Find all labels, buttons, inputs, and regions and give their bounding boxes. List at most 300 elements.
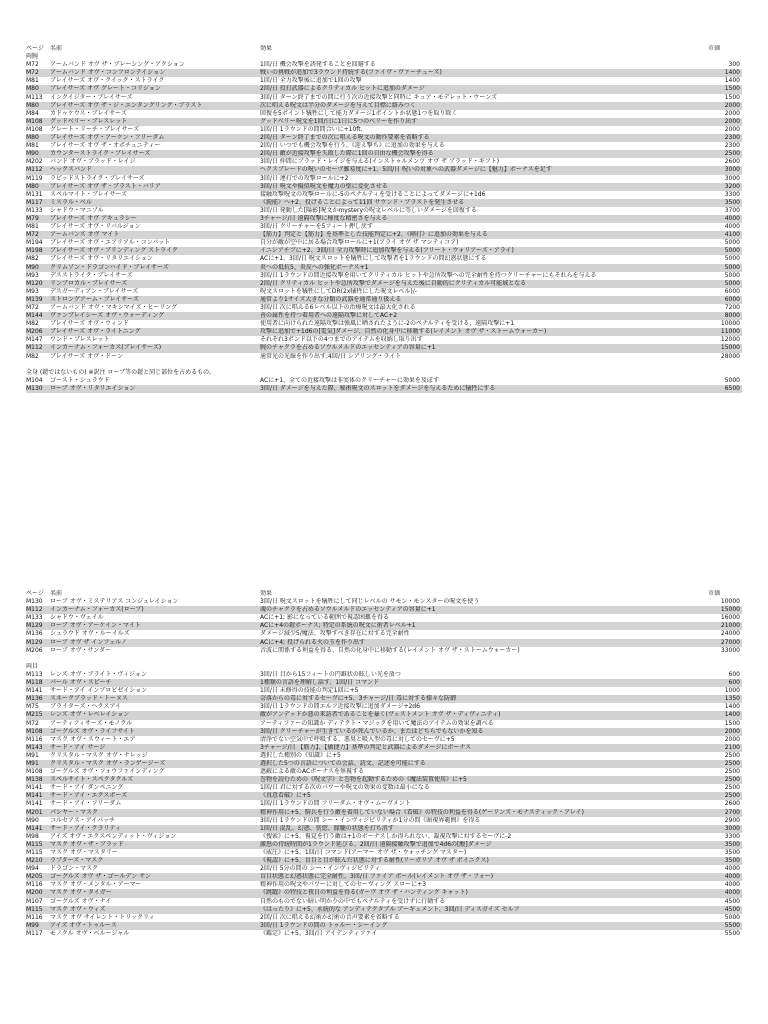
table-row [26, 166, 742, 174]
table-row [26, 671, 742, 679]
table-row [26, 687, 742, 695]
cell-price: 3500 [724, 849, 740, 856]
table-row [26, 85, 742, 93]
cell-effect: 遮蔽による敵のACボーナスを無視する [260, 768, 364, 776]
cell-price: 16000 [720, 614, 740, 622]
cell-page: M75 [26, 703, 39, 711]
table-row [26, 817, 742, 825]
cell-name: ブレイサーズ オヴ・エアリアル・コンバット [50, 239, 171, 247]
cell-price: 600 [728, 670, 740, 678]
cell-effect: 3回/日 クリーチャーを5フィート押し戻す [260, 223, 373, 231]
cell-price: 3700 [724, 206, 740, 214]
cell-name: ブレイサーズ オヴ・クイック・ストライク [50, 77, 165, 85]
cell-page: M141 [26, 800, 43, 808]
cell-price: 3200 [724, 182, 740, 190]
cell-effect: 回復を5ポイント犠牲にして能力ダメージ1ポイントか状態1つを取り除く [260, 109, 458, 117]
cell-price: 300 [728, 61, 740, 69]
cell-effect: 1種類の言語を理解し話す、1回/日 コマンド [260, 679, 380, 687]
table-row [26, 800, 742, 808]
cell-effect: 3回/日 ダメージを与えた際、秘術呪文のスロットをダメージを与えるために犠牲にする [260, 384, 496, 392]
section-title: 全身 (鎧ではないもの) ※訳注 ローブ等の鎧と同じ部位を占めるもの。 [26, 368, 215, 376]
cell-effect: 腕のチャクラを占めるソウルメルドのエッセンティアの容量に+1 [260, 344, 436, 352]
cell-price: 5000 [724, 255, 740, 263]
cell-effect: 戦いの挑戦が追加で3ラウンド持続する(ファイヴ・ヴァーチューズ) [260, 69, 442, 77]
cell-effect: ヘクスブレードの呪いのセーヴ難易度に+1、5回/日 呪いの対象への武器ダメージに【魅力】ボーナスを足す [260, 166, 552, 174]
cell-page: M136 [26, 695, 43, 703]
cell-effect: 使用者に向けられた遠隔攻撃は強風に晒されたように-2のペナルティを受ける、遠隔攻撃に+1 [260, 320, 515, 328]
table-row [26, 630, 742, 638]
table-row [26, 849, 742, 857]
table-row [26, 134, 742, 142]
cell-page: M112 [26, 166, 43, 174]
cell-price: 5000 [724, 376, 740, 384]
cell-page: M130 [26, 384, 43, 392]
table-row [26, 264, 742, 272]
table-row [26, 239, 742, 247]
cell-page: M80 [26, 182, 39, 190]
table-row [26, 304, 742, 312]
cell-effect: 炎への抵抗5、炎皮への強化ボーナス+1 [260, 263, 369, 271]
cell-effect: 敵がアンデッドか悪の来訪者であることを暴く(ヴェストメント オヴ ザ・ディヴィニティ) [260, 711, 501, 719]
cell-page: M210 [26, 857, 43, 865]
cell-price: 2100 [724, 743, 740, 751]
cell-effect: 《捜索》に+5、視覚を行う敵は+1のボーナスしか得られない、凝視攻撃に対するセーヴに-2 [260, 832, 512, 840]
cell-page: M116 [26, 881, 43, 889]
cell-name: ブレイサーズ オヴ・ブリンディング ストライク [50, 247, 178, 255]
table-row [26, 865, 742, 873]
cell-name: ゴーグルズ オヴ・フォウファインディング [50, 768, 165, 776]
cell-effect: 呪文スロットを犠牲にしてDR(2x犠牲にした呪文レベル)/- [260, 287, 417, 295]
cell-page: M202 [26, 158, 43, 166]
cell-page: M131 [26, 190, 43, 198]
cell-page: M119 [26, 174, 43, 182]
cell-name: マスク オヴ・スウィート・エア [50, 735, 136, 743]
cell-price: 2600 [724, 158, 740, 166]
table-row [26, 328, 742, 336]
cell-price: 2300 [724, 142, 740, 150]
cell-price: 27000 [720, 638, 740, 646]
cell-name: コルセアズ・アイパッチ [50, 816, 116, 824]
cell-page: M82 [26, 352, 39, 360]
cell-name: スペルマイト・ブレイサーズ [50, 190, 128, 198]
cell-page: M108 [26, 125, 43, 133]
cell-page: M81 [26, 77, 39, 85]
section-title: 両目 [26, 662, 39, 670]
cell-name: ローブ オヴ ザ インフェルノ [50, 638, 127, 646]
cell-effect: ACに+4の鎧ボーナス; 特定の系統の呪文に術者レベル+1 [260, 622, 416, 630]
cell-effect: 3回/日 1ラウンドの間の トゥルー・シーイング [260, 921, 388, 929]
table-row [26, 889, 742, 897]
cell-name: ゴースト・シュラウド [50, 376, 110, 384]
cell-name: ラピッドストライク・ブレイサーズ [50, 174, 145, 182]
cell-price: 2500 [724, 759, 740, 767]
cell-name: モノクル オヴ・ベルージャル [50, 929, 130, 937]
cell-page: M136 [26, 630, 43, 638]
cell-effect: 3回/日 呪文スロットを犠牲にして同じレベルの サモン・モンスターの呪文を使う [260, 598, 480, 606]
cell-name: ブレイサーズ オヴ ザ・ブラスト・バリア [50, 182, 161, 190]
table-row [26, 344, 742, 352]
cell-effect: 3回/日 1ラウンドの間 シー・インヴィジビリティか1分の間《暗視界範囲》を得る [260, 816, 481, 824]
cell-page: M141 [26, 792, 43, 800]
cell-page: M108 [26, 727, 43, 735]
cell-page: M115 [26, 905, 43, 913]
table-row [26, 336, 742, 344]
cell-name: カドゥケウス・ブレイサーズ [50, 109, 127, 117]
cell-name: カウンターストライク・ブレイサーズ [50, 150, 151, 158]
cell-page: M141 [26, 824, 43, 832]
table-row [26, 142, 742, 150]
cell-name: サード・アイ・クラリティ [50, 824, 121, 832]
table-row [26, 833, 742, 841]
table-row [26, 272, 742, 280]
cell-name: サード・アイ・エクスポーズ [50, 792, 128, 800]
cell-name: アームバンド オヴ・マキシマイズ・ヒーリング [50, 304, 178, 311]
table-row [26, 898, 742, 906]
cell-name: ローブ オヴ・リタリエイション [50, 384, 136, 392]
cell-effect: 1回/日 機会攻撃を誘発することを回避する [260, 61, 376, 69]
cell-page: M115 [26, 840, 43, 848]
cell-effect: 盲目状態と幻惑状態に完全耐性、3回/日 ファイア ボール(レイメント オヴ ザ・フォー) [260, 873, 494, 881]
cell-page: M198 [26, 247, 43, 255]
cell-price: 3300 [724, 190, 740, 198]
table-row [26, 639, 742, 647]
cell-effect: 善の属性を持つ着用者への遠隔攻撃に対してAC+2 [260, 312, 398, 320]
table-row [26, 760, 742, 768]
table-row [26, 102, 742, 110]
cell-page: M116 [26, 913, 43, 921]
cell-page: M201 [26, 808, 43, 816]
cell-page: M120 [26, 279, 43, 287]
cell-name: ブレイサーズ オヴ・リタリエイション [50, 255, 153, 263]
cell-price: 15000 [720, 606, 740, 614]
cell-effect: 2回/日 いつでも機会攻撃を行う、《迎え撃ち》に追加の効果を与える [260, 142, 445, 150]
cell-price: 21000 [720, 622, 740, 630]
cell-price: 7200 [724, 304, 740, 311]
cell-effect: 3回/日 ターン終了までの間に行う次の近接攻撃と同時に キュア・モデレット・ウーンズ [260, 93, 498, 101]
cell-effect: アーティファーの知識か ディテクト・マジックを用いて魔法のアイテムの効果を調べる [260, 719, 494, 727]
table-row [26, 255, 742, 263]
cell-page: M206 [26, 646, 43, 654]
cell-name: ブレイサーズ オヴ グレート・コリジョン [50, 85, 161, 93]
cell-price: 5000 [724, 913, 740, 921]
cell-price: 8000 [724, 312, 740, 320]
cell-effect: イニシアチブに+2、3回/日 全力攻撃時に追加攻撃を与える(フリート・ウォリアーズ・アライ) [260, 247, 514, 255]
cell-price: 15000 [720, 344, 740, 352]
cell-effect: 激怒の持続時間が1ラウンド延びる、2回/日 遠隔接触攻撃で追加で4d6の[酸]ダメージ [260, 840, 492, 848]
table-row [26, 110, 742, 118]
cell-price: 2500 [724, 751, 740, 759]
cell-price: 2300 [724, 134, 740, 142]
table-row [26, 175, 742, 183]
header-effect: 効果 [260, 45, 273, 52]
table-row [26, 784, 742, 792]
cell-effect: 《視認》に+5、盲目と目が眩んだ状態に対する耐性(リーガリア オヴ ザ ポイニクス) [260, 857, 489, 865]
cell-page: M93 [26, 287, 39, 295]
cell-name: マスク オヴ・マスタリー [50, 849, 118, 856]
cell-effect: 3回/日 目から15フィートの円錐状の眩しい光を放つ [260, 670, 401, 678]
table-row [26, 752, 742, 760]
cell-price: 6000 [724, 295, 740, 303]
cell-effect: ACに+1、3回/日 呪文スロットを犠牲にして攻撃者を1ラウンドの間幻惑状態にする [260, 255, 487, 263]
cell-price: 28000 [720, 352, 740, 360]
cell-name: ヘックスバンド [50, 166, 92, 174]
cell-page: M117 [26, 198, 43, 206]
cell-name: マスク オヴ・ウィズ [50, 905, 106, 913]
cell-price: 3300 [724, 832, 740, 840]
table-row [26, 873, 742, 881]
cell-effect: グッドベリー呪文を1回/日に1日に5つのベリーを作り出す [260, 117, 418, 125]
cell-price: 2500 [724, 784, 740, 792]
cell-page: M194 [26, 239, 43, 247]
cell-price: 2500 [724, 768, 740, 776]
cell-effect: 次に唱える呪文は半分のダメージを与えて目標に絡みつく [260, 101, 416, 109]
cell-price: 4500 [724, 897, 740, 905]
cell-page: M115 [26, 849, 43, 856]
table-row [26, 768, 742, 776]
cell-name: ブライターズ・ヘクスアイ [50, 703, 121, 711]
cell-name: サード・アイ ダンペニング [50, 784, 124, 792]
table-row [26, 906, 742, 914]
cell-price: 2000 [724, 125, 740, 133]
table-row [26, 247, 742, 255]
table-row [26, 207, 742, 215]
table-row [26, 914, 742, 922]
header-page: ページ [26, 590, 44, 597]
cell-name: サード・アイ サージ [50, 743, 106, 751]
cell-price: 10000 [720, 598, 740, 606]
table-row [26, 377, 742, 385]
cell-page: M141 [26, 687, 43, 695]
cell-page: M94 [26, 865, 39, 873]
cell-price: 4000 [724, 873, 740, 881]
cell-page: M129 [26, 622, 43, 630]
cell-name: アイズ オヴ・エクスペンディット・ヴィジョン [50, 832, 177, 840]
cell-effect: 《鋭能》へ+2、投げることによって11回 サウンド・ブラストを発生させる [260, 198, 465, 206]
cell-page: M90 [26, 816, 39, 824]
cell-page: M79 [26, 214, 39, 222]
cell-effect: 3回/日 1ラウンドの間エルフ近接攻撃に追加ダメージ+2d6 [260, 703, 420, 711]
cell-page: M90 [26, 150, 39, 158]
cell-page: M99 [26, 921, 39, 929]
cell-name: ラプターズ・マスク [50, 857, 104, 865]
cell-price: 6000 [724, 287, 740, 295]
cell-price: 4000 [724, 214, 740, 222]
cell-effect: 選択した種別の《知識》に+5 [260, 751, 341, 759]
cell-effect: 自分が敵が空中に居る場合攻撃ロールに+1(アライ オヴ ザ マンティコア) [260, 239, 459, 247]
cell-price: 4000 [724, 223, 740, 231]
cell-price: 2000 [724, 109, 740, 117]
cell-price: 33000 [720, 646, 740, 654]
table-row [26, 922, 742, 930]
cell-page: M80 [26, 101, 39, 109]
cell-name: アームバンズ オヴ マイト [50, 231, 120, 239]
cell-page: M143 [26, 743, 43, 751]
cell-price: 1500 [724, 719, 740, 727]
table-row [26, 720, 742, 728]
cell-effect: 3回/日 クリーチャーが生きているか死んでいるか、またはどちらでもないかを知る [260, 727, 484, 735]
cell-effect: 接触攻撃呪文の攻撃ロールに-5のペナルティを受けることによってダメージに+1d6 [260, 190, 486, 198]
cell-name: マスク オヴ サイレント・トリックリィ [50, 913, 155, 921]
header-name: 名前 [50, 45, 63, 52]
cell-name: ブレイサーズ オヴ・ウィンド [50, 320, 129, 328]
cell-price: 2000 [724, 117, 740, 125]
cell-name: インカーナム・フォーカス(ローブ) [50, 606, 144, 614]
cell-page: M215 [26, 711, 43, 719]
cell-name: シャドウ・ヴェイル [50, 614, 104, 622]
cell-price: 4000 [724, 889, 740, 897]
cell-effect: 3回/日 1ラウンドの間近接攻撃を用いてクリティカル ヒットや急所攻撃への完全耐性を持つクリーチャーにもそれらを与える [260, 271, 597, 279]
table-row [26, 199, 742, 207]
cell-page: M108 [26, 768, 43, 776]
table-row [26, 792, 742, 800]
cell-page: M133 [26, 614, 43, 622]
table-row [26, 191, 742, 199]
cell-price: 1400 [724, 711, 740, 719]
cell-name: デスストライク・ブレイサーズ [50, 271, 133, 279]
cell-page: M91 [26, 759, 39, 767]
cell-effect: 3チャージ/日 【筋力】、【敏捷力】基準の判定と武器によるダメージにボーナス [260, 743, 472, 751]
cell-effect: 通常光の光線を作り出す;4回/日 シアリング・ライト [260, 352, 402, 360]
cell-effect: 精神作用の呪文やパワーに対してのセーヴィング スローに+3 [260, 881, 427, 889]
table-row [26, 118, 742, 126]
cell-page: M113 [26, 93, 43, 101]
cell-price: 11000 [720, 328, 740, 336]
cell-page: M72 [26, 719, 39, 727]
cell-name: アーティフィサーズ・モノクル [50, 719, 133, 727]
cell-effect: 通常より1サイズ大きな分類の武器を通常通り扱える [260, 295, 402, 303]
table-row [26, 728, 742, 736]
cell-name: ヴァンブレイシーズ オヴ・ウォーディング [50, 312, 165, 320]
table-row [26, 614, 742, 622]
cell-name: ローブ オヴ・ミステリアス コンジュレイション [50, 598, 179, 606]
table-row [26, 215, 742, 223]
table-row [26, 385, 742, 393]
cell-name: ブレイサーズ オヴ アキュラシー [50, 214, 137, 222]
cell-effect: 精神作用に+5、騎兵を行う敵を着用していない場合《看破》の特技の利益を得る(ゲーリンズ・モナスティック・アレイ) [260, 808, 584, 816]
cell-page: M72 [26, 61, 39, 69]
cell-price: 1400 [724, 77, 740, 85]
cell-name: マスク オヴ・メンタル・アーマー [50, 881, 142, 889]
cell-name: ドラゴン・マスク [50, 865, 99, 873]
cell-effect: 1回/日 混乱、幻惑、恍惚、朦朧の状態を打ち消す [260, 824, 394, 832]
cell-effect: 《真意看破》に+5 [260, 792, 311, 800]
table-row [26, 69, 742, 77]
cell-page: M98 [26, 832, 39, 840]
table-row [26, 183, 742, 191]
cell-price: 3000 [724, 166, 740, 174]
table-row [26, 930, 742, 938]
table-row [26, 61, 742, 69]
cell-name: シュラウド オヴ・ルーイルズ [50, 630, 130, 638]
cell-price: 1500 [724, 85, 740, 93]
table-body [26, 598, 742, 655]
cell-effect: 3回/日 発動した[陽影]呪文かmysteryの呪文レベルに等しいダメージを回復する [260, 206, 477, 214]
header-page: ページ [26, 45, 44, 52]
cell-effect: 3回/日 仲間にブラッド・レイジを与える(インストゥルメンツ オヴ ザ ブラッド・ギフト) [260, 158, 500, 166]
cell-name: パシヤー・マスク [50, 808, 99, 816]
table-row [26, 809, 742, 817]
cell-effect: 3回/日 次に唱える6レベル以下の治療呪文は最大化される [260, 304, 416, 311]
table-row [26, 744, 742, 752]
cell-page: M144 [26, 312, 43, 320]
cell-page: M81 [26, 142, 39, 150]
cell-effect: 3チャージ/日 遠隔攻撃に極度な精密さを与える [260, 214, 388, 222]
cell-effect: 1回/日 1ラウンドの間 フリーダム・オヴ・ムーヴメント [260, 800, 411, 808]
cell-page: M133 [26, 206, 43, 214]
cell-page: M72 [26, 304, 39, 311]
cell-price: 4100 [724, 231, 740, 239]
table-row [26, 126, 742, 134]
cell-page: M112 [26, 344, 43, 352]
cell-page: M80 [26, 85, 39, 93]
table-row [26, 598, 742, 606]
cell-price: 3500 [724, 198, 740, 206]
cell-effect: ダメージ減少5/魔法、攻撃すべき存在に対する完全耐性 [260, 630, 410, 638]
cell-page: M117 [26, 929, 43, 937]
cell-page: M147 [26, 336, 43, 344]
cell-effect: 2回/日 次に唱える幻術か幻術の音声要素を省略する [260, 913, 400, 921]
table-row [26, 94, 742, 102]
cell-name: インクイジター・ブレイサーズ [50, 93, 133, 101]
cell-name: アイズ オヴ・トゥルース [50, 921, 117, 929]
cell-price: 1350 [724, 695, 740, 703]
table-body [26, 377, 742, 393]
table-header [26, 590, 742, 598]
cell-effect: 2回/日 クリティカル ヒットや急所攻撃でダメージを与えた後に自動的にクリティカル可能域となる [260, 279, 527, 287]
cell-name: サード・アイ・フリーダム [50, 800, 122, 808]
cell-name: クリムゾン・ドラゴンハイド・ブレイサーズ [50, 263, 169, 271]
cell-effect: 攻撃に追加で+1d6の[電気]ダメージ、自然の化身中に移動する(レイメント オヴ ザ・ストームウォーカー) [260, 328, 547, 336]
cell-price: 2900 [724, 816, 740, 824]
cell-effect: 巻物を読むための《呪文学》と巻物を起動するための《魔法装置使用》に+5 [260, 776, 467, 784]
table-row [26, 622, 742, 630]
cell-price: 5000 [724, 239, 740, 247]
table-block-2 [26, 590, 742, 938]
cell-name: マスク オヴ・タイガー [50, 889, 112, 897]
cell-price: 3500 [724, 857, 740, 865]
cell-price: 2600 [724, 800, 740, 808]
cell-price: 12000 [720, 336, 740, 344]
cell-name: ゴーグルズ オヴ・ライフサイト [50, 727, 135, 735]
cell-page: M90 [26, 263, 39, 271]
cell-price: 5000 [724, 263, 740, 271]
cell-name: シャドウ・マニプル [50, 206, 104, 214]
cell-effect: 選択した5つの言語についての会話、読文、記述を可能にする [260, 759, 426, 767]
cell-price: 3000 [724, 174, 740, 182]
table-row [26, 231, 742, 239]
cell-name: ブレイサーズ オヴ・ライトニング [50, 328, 141, 336]
cell-name: ストロングアーム・ブレイサーズ [50, 295, 139, 303]
cell-effect: 自然のものでない暗い明かりの中でもペナルティを受けずに行動する [260, 897, 446, 905]
cell-effect: 《威圧》に+5、1回/日 コマンド(アーマー オヴ ザ・ウォッチング マスター) [260, 849, 467, 856]
table-block-1 [26, 45, 742, 393]
cell-name: スネークブラッド・トーヌス [50, 695, 128, 703]
section-title: 両腕 [26, 53, 39, 61]
header-price: 市価 [708, 590, 721, 597]
table-row [26, 606, 742, 614]
cell-name: スペルサイト・スペクタクルズ [50, 776, 134, 784]
table-header [26, 45, 742, 53]
cell-name: レンズ オヴ・レベレイション [50, 711, 130, 719]
cell-name: レンズ オヴ・ブライト・ヴィジョン [50, 670, 147, 678]
cell-price: 2000 [724, 735, 740, 743]
cell-effect: 2回/日 5分の間の シー・インヴィジビリティ [260, 865, 381, 873]
cell-page: M141 [26, 784, 43, 792]
cell-page: M72 [26, 69, 39, 77]
cell-name: ブレイサーズ オヴ・ドーン [50, 352, 123, 360]
table-row [26, 776, 742, 784]
cell-effect: 2回/日 投打武器によるクリティカル ヒットに追加のダメージ [260, 85, 425, 93]
